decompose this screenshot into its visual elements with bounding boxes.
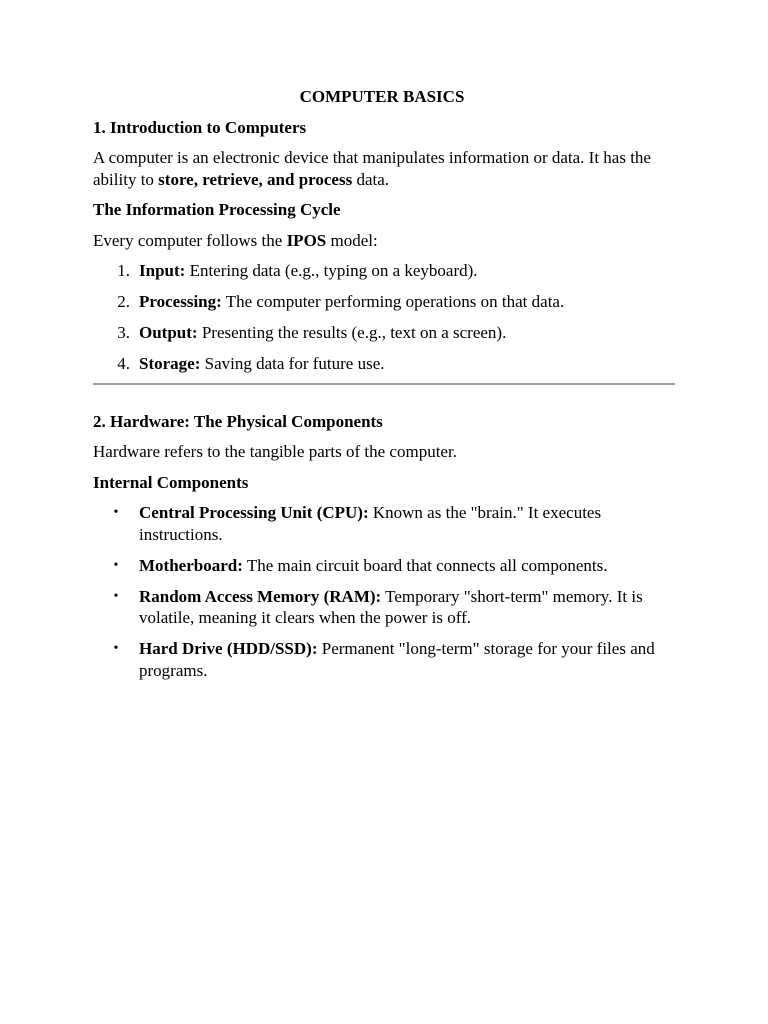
step-term: Output: (139, 323, 198, 342)
bullet-icon: • (113, 588, 119, 604)
step-desc: The computer performing operations on that data. (221, 292, 565, 311)
list-item (93, 291, 675, 313)
list-item (93, 322, 675, 344)
step-term: Storage: (139, 354, 201, 373)
document-title: COMPUTER BASICS (299, 87, 465, 106)
internal-components-subheading: Internal Components (93, 472, 249, 492)
list-number: 2. (117, 292, 130, 311)
bullet-icon: • (113, 557, 119, 573)
step-desc: Presenting the results (e.g., text on a screen). (197, 323, 507, 342)
ipos-text-bold: IPOS (286, 230, 327, 250)
intro-text-bold: store, retrieve, and process (158, 169, 353, 189)
step-desc: Saving data for future use. (200, 354, 385, 373)
section-2-heading: 2. Hardware: The Physical Components (93, 411, 383, 431)
list-number: 4. (117, 354, 130, 373)
list-item (93, 260, 675, 282)
internal-components-list (93, 502, 675, 681)
component-term: Hard Drive (HDD/SSD): (139, 639, 318, 658)
intro-text-start: A computer is an electronic device that manipulates information or data. It has the ability to (93, 148, 651, 189)
component-term: Motherboard: (139, 555, 243, 575)
component-term: Random Access Memory (RAM): (139, 586, 382, 606)
list-item (93, 638, 675, 681)
component-term: Central Processing Unit (CPU): (139, 503, 369, 522)
component-desc: Temporary "short-term" memory. It is volatile, meaning it clears when the power is off. (139, 586, 643, 627)
list-item (93, 502, 675, 545)
component-desc: Permanent "long-term" storage for your files and programs. (139, 639, 655, 680)
ipc-subheading: The Information Processing Cycle (93, 200, 341, 219)
horizontal-rule (93, 383, 675, 385)
component-desc: Known as the "brain." It executes instructions. (139, 503, 602, 544)
list-item (93, 353, 675, 375)
ipos-steps-list (93, 260, 675, 375)
bullet-icon: • (113, 505, 119, 520)
document-page (93, 86, 675, 691)
section-1-heading: 1. Introduction to Computers (93, 117, 307, 137)
section-1-intro-paragraph (93, 147, 675, 190)
ipos-text-end: model: (326, 230, 378, 250)
step-term: Input: (139, 261, 186, 280)
list-item (93, 586, 675, 629)
list-item (93, 555, 675, 577)
intro-text-end: data. (352, 169, 390, 189)
component-desc: The main circuit board that connects all components. (242, 555, 608, 575)
ipos-paragraph (93, 230, 675, 252)
ipos-text-start: Every computer follows the (93, 230, 287, 250)
list-number: 3. (117, 323, 130, 342)
step-desc: Entering data (e.g., typing on a keyboard). (185, 261, 478, 280)
list-number: 1. (117, 261, 130, 280)
bullet-icon: • (113, 641, 119, 656)
section-2-intro-paragraph: Hardware refers to the tangible parts of the computer. (93, 442, 457, 461)
step-term: Processing: (139, 292, 222, 311)
